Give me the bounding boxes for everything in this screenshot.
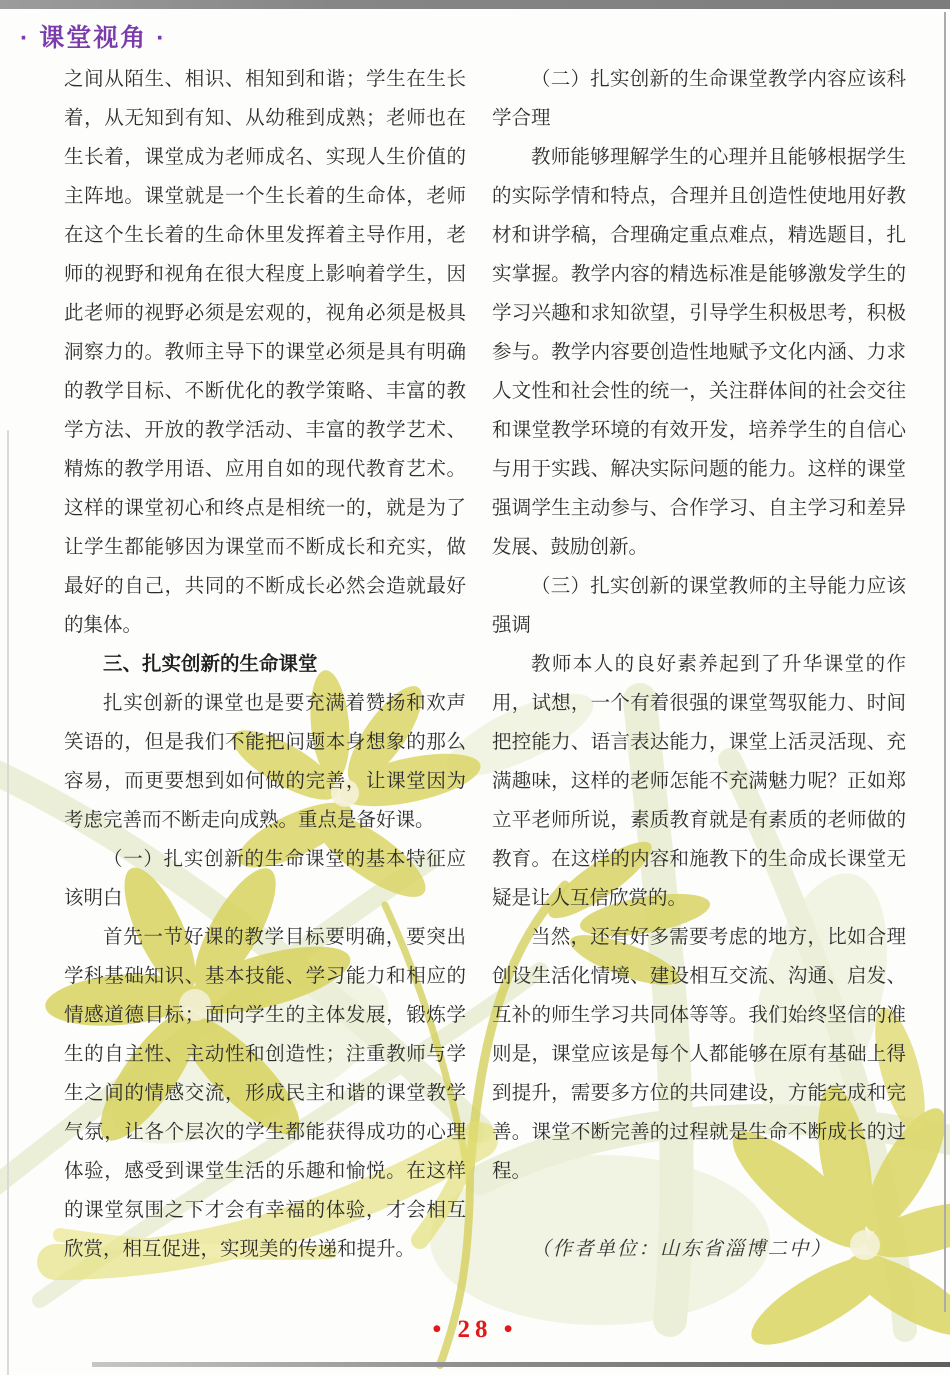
sub-heading: （三）扎实创新的课堂教师的主导能力应该强调 (492, 576, 906, 636)
scan-edge-bottom (92, 1362, 950, 1367)
paragraph: 当然，还有好多需要考虑的地方，比如合理创设生活化情境、建设相互交流、沟通、启发、互补的师生学习共同体等等。我们始终坚信的准则是，课堂应该是每个人都能够在原有基础上得到提升，需要多方位的共同建设，方能完成和完善。课堂不断完善的过程就是生命不断成长的过程。 (492, 927, 906, 1182)
right-column (492, 60, 906, 1269)
sub-heading: （一）扎实创新的生命课堂的基本特征应该明白 (64, 849, 466, 909)
author-affiliation: （作者单位：山东省淄博二中） (531, 1239, 833, 1260)
paragraph: 首先一节好课的教学目标要明确，要突出学科基础知识、基本技能、学习能力和相应的情感道德目标；面向学生的主体发展，锻炼学生的自主性、主动性和创造性；注重教师与学生之间的情感交流，形成民主和谐的课堂教学气氛，让各个层次的学生都能获得成功的心理体验，感受到课堂生活的乐趣和愉悦。在这样的课堂氛围之下才会有幸福的体验，才会相互欣赏，相互促进，实现美的传递和提升。 (64, 927, 466, 1260)
section-heading: 三、扎实创新的生命课堂 (103, 653, 318, 675)
scan-edge-left (7, 430, 9, 1375)
paragraph-continuation: 之间从陌生、相识、相知到和谐；学生在生长着，从无知到有知、从幼稚到成熟；老师也在生长着，课堂成为老师成名、实现人生价值的主阵地。课堂就是一个生长着的生命体，老师在这个生长着的生命休里发挥着主导作用，老师的视野和视角在很大程度上影响着学生，因此老师的视野必须是宏观的，视角必须是极具洞察力的。教师主导下的课堂必须是具有明确的教学目标、不断优化的教学策略、丰富的教学方法、开放的教学活动、丰富的教学艺术、精炼的教学用语、应用自如的现代教育艺术。这样的课堂初心和终点是相统一的，就是为了让学生都能够因为课堂而不断成长和充实，做最好的自己，共同的不断成长必然会造就最好的集体。 (64, 69, 466, 636)
left-column (64, 60, 466, 1269)
section-header: · 课堂视角 · (20, 24, 167, 52)
sub-heading: （二）扎实创新的生命课堂教学内容应该科学合理 (492, 69, 906, 129)
page-number: • 28 • (432, 1316, 518, 1343)
scan-edge-top (0, 0, 950, 9)
paragraph: 教师能够理解学生的心理并且能够根据学生的实际学情和特点，合理并且创造性使地用好教材和讲学稿，合理确定重点难点，精选题目，扎实掌握。教学内容的精选标准是能够激发学生的学习兴趣和求知欲望，引导学生积极思考，积极参与。教学内容要创造性地赋予文化内涵、力求人文性和社会性的统一，关注群体间的社会交往和课堂教学环境的有效开发，培养学生的自信心与用于实践、解决实际问题的能力。这样的课堂强调学生主动参与、合作学习、自主学习和差异发展、鼓励创新。 (492, 147, 906, 558)
paragraph: 教师本人的良好素养起到了升华课堂的作用，试想，一个有着很强的课堂驾驭能力、时间把控能力、语言表达能力，课堂上活灵活现、充满趣味，这样的老师怎能不充满魅力呢？正如郑立平老师所说，素质教育就是有素质的老师做的教育。在这样的内容和施教下的生命成长课堂无疑是让人互信欣赏的。 (492, 654, 906, 909)
scan-edge-right (944, 12, 946, 1312)
paragraph: 扎实创新的课堂也是要充满着赞扬和欢声笑语的，但是我们不能把问题本身想象的那么容易，而更要想到如何做的完善，让课堂因为考虑完善而不断走向成熟。重点是备好课。 (64, 693, 466, 831)
